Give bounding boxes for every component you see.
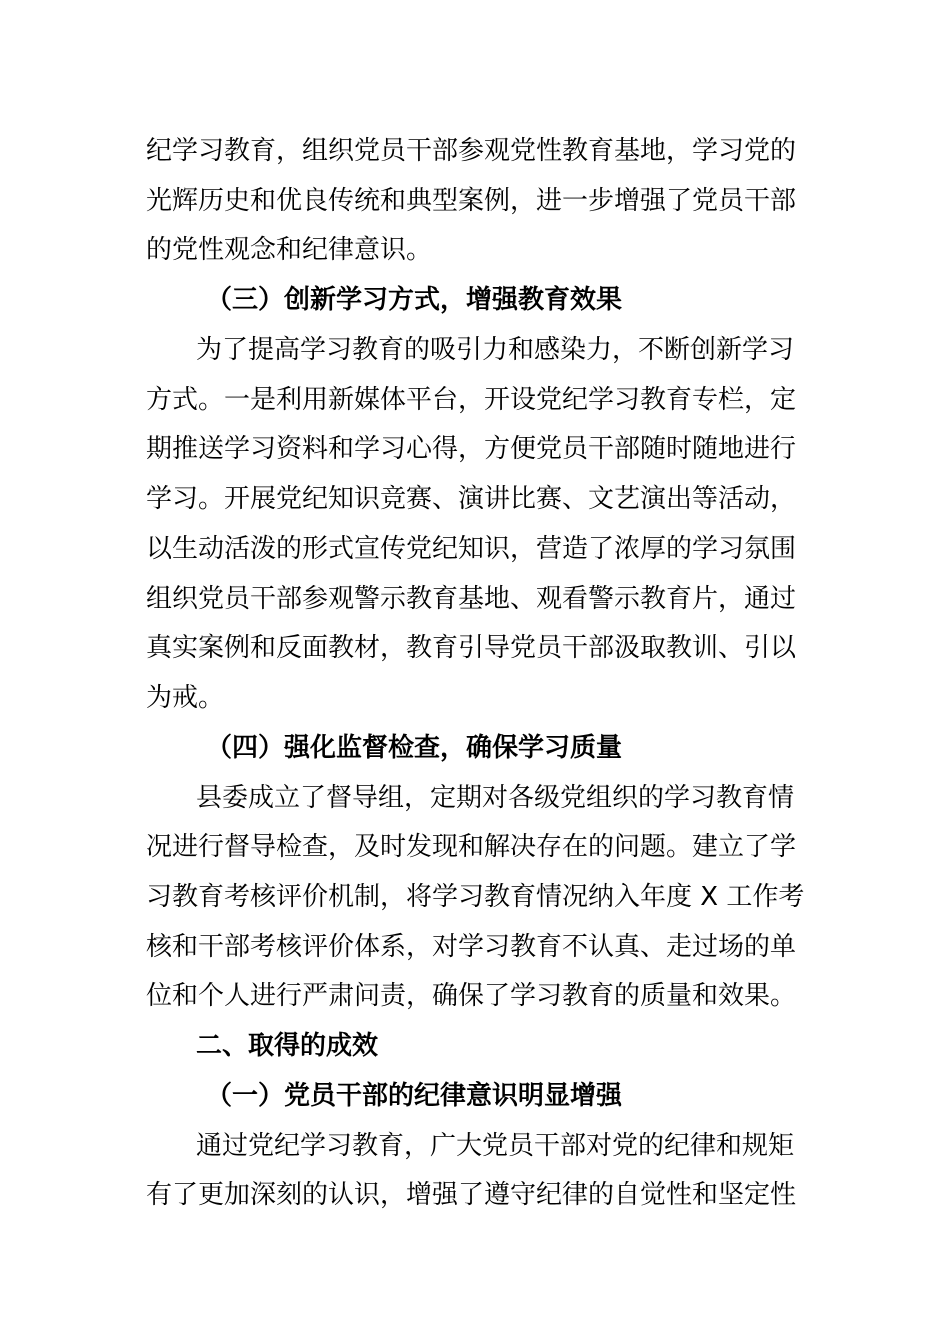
- body-text-line: 位和个人进行严肃问责，确保了学习教育的质量和效果。: [146, 981, 797, 1011]
- body-text-line: 光辉历史和优良传统和典型案例，进一步增强了党员干部: [146, 186, 797, 216]
- body-text-line: 期推送学习资料和学习心得，方便党员干部随时随地进行: [146, 434, 797, 464]
- paragraph-start-line: 为了提高学习教育的吸引力和感染力，不断创新学习: [196, 335, 795, 365]
- body-text-line: 组织党员干部参观警示教育基地、观看警示教育片，通过: [146, 584, 797, 614]
- body-text-line: 有了更加深刻的认识，增强了遵守纪律的自觉性和坚定性: [146, 1180, 797, 1210]
- body-text-line: 核和干部考核评价体系，对学习教育不认真、走过场的单: [146, 932, 797, 962]
- body-text-line: 真实案例和反面教材，教育引导党员干部汲取教训、引以: [146, 633, 797, 663]
- body-text-line: 况进行督导检查，及时发现和解决存在的问题。建立了学: [146, 832, 797, 862]
- body-text-line: 方式。一是利用新媒体平台，开设党纪学习教育专栏，定: [146, 385, 797, 415]
- section-heading-1: （一）党员干部的纪律意识明显增强: [206, 1081, 623, 1111]
- chapter-heading: 二、取得的成效: [196, 1031, 379, 1061]
- body-text-line: 纪学习教育，组织党员干部参观党性教育基地，学习党的: [146, 136, 797, 166]
- body-text-line: 以生动活泼的形式宣传党纪知识，营造了浓厚的学习氛围: [146, 534, 797, 564]
- body-text-line: 的党性观念和纪律意识。: [146, 235, 433, 265]
- paragraph-start-line: 县委成立了督导组，定期对各级党组织的学习教育情: [196, 783, 795, 813]
- section-heading-4: （四）强化监督检查，确保学习质量: [206, 733, 623, 763]
- body-text-line: 学习。开展党纪知识竞赛、演讲比赛、文艺演出等活动，: [146, 484, 797, 514]
- section-heading-3: （三）创新学习方式，增强教育效果: [206, 285, 623, 315]
- body-text-line: 为戒。: [146, 683, 225, 713]
- paragraph-start-line: 通过党纪学习教育，广大党员干部对党的纪律和规矩: [196, 1131, 795, 1161]
- body-text-line: 习教育考核评价机制，将学习教育情况纳入年度 X 工作考: [146, 882, 805, 912]
